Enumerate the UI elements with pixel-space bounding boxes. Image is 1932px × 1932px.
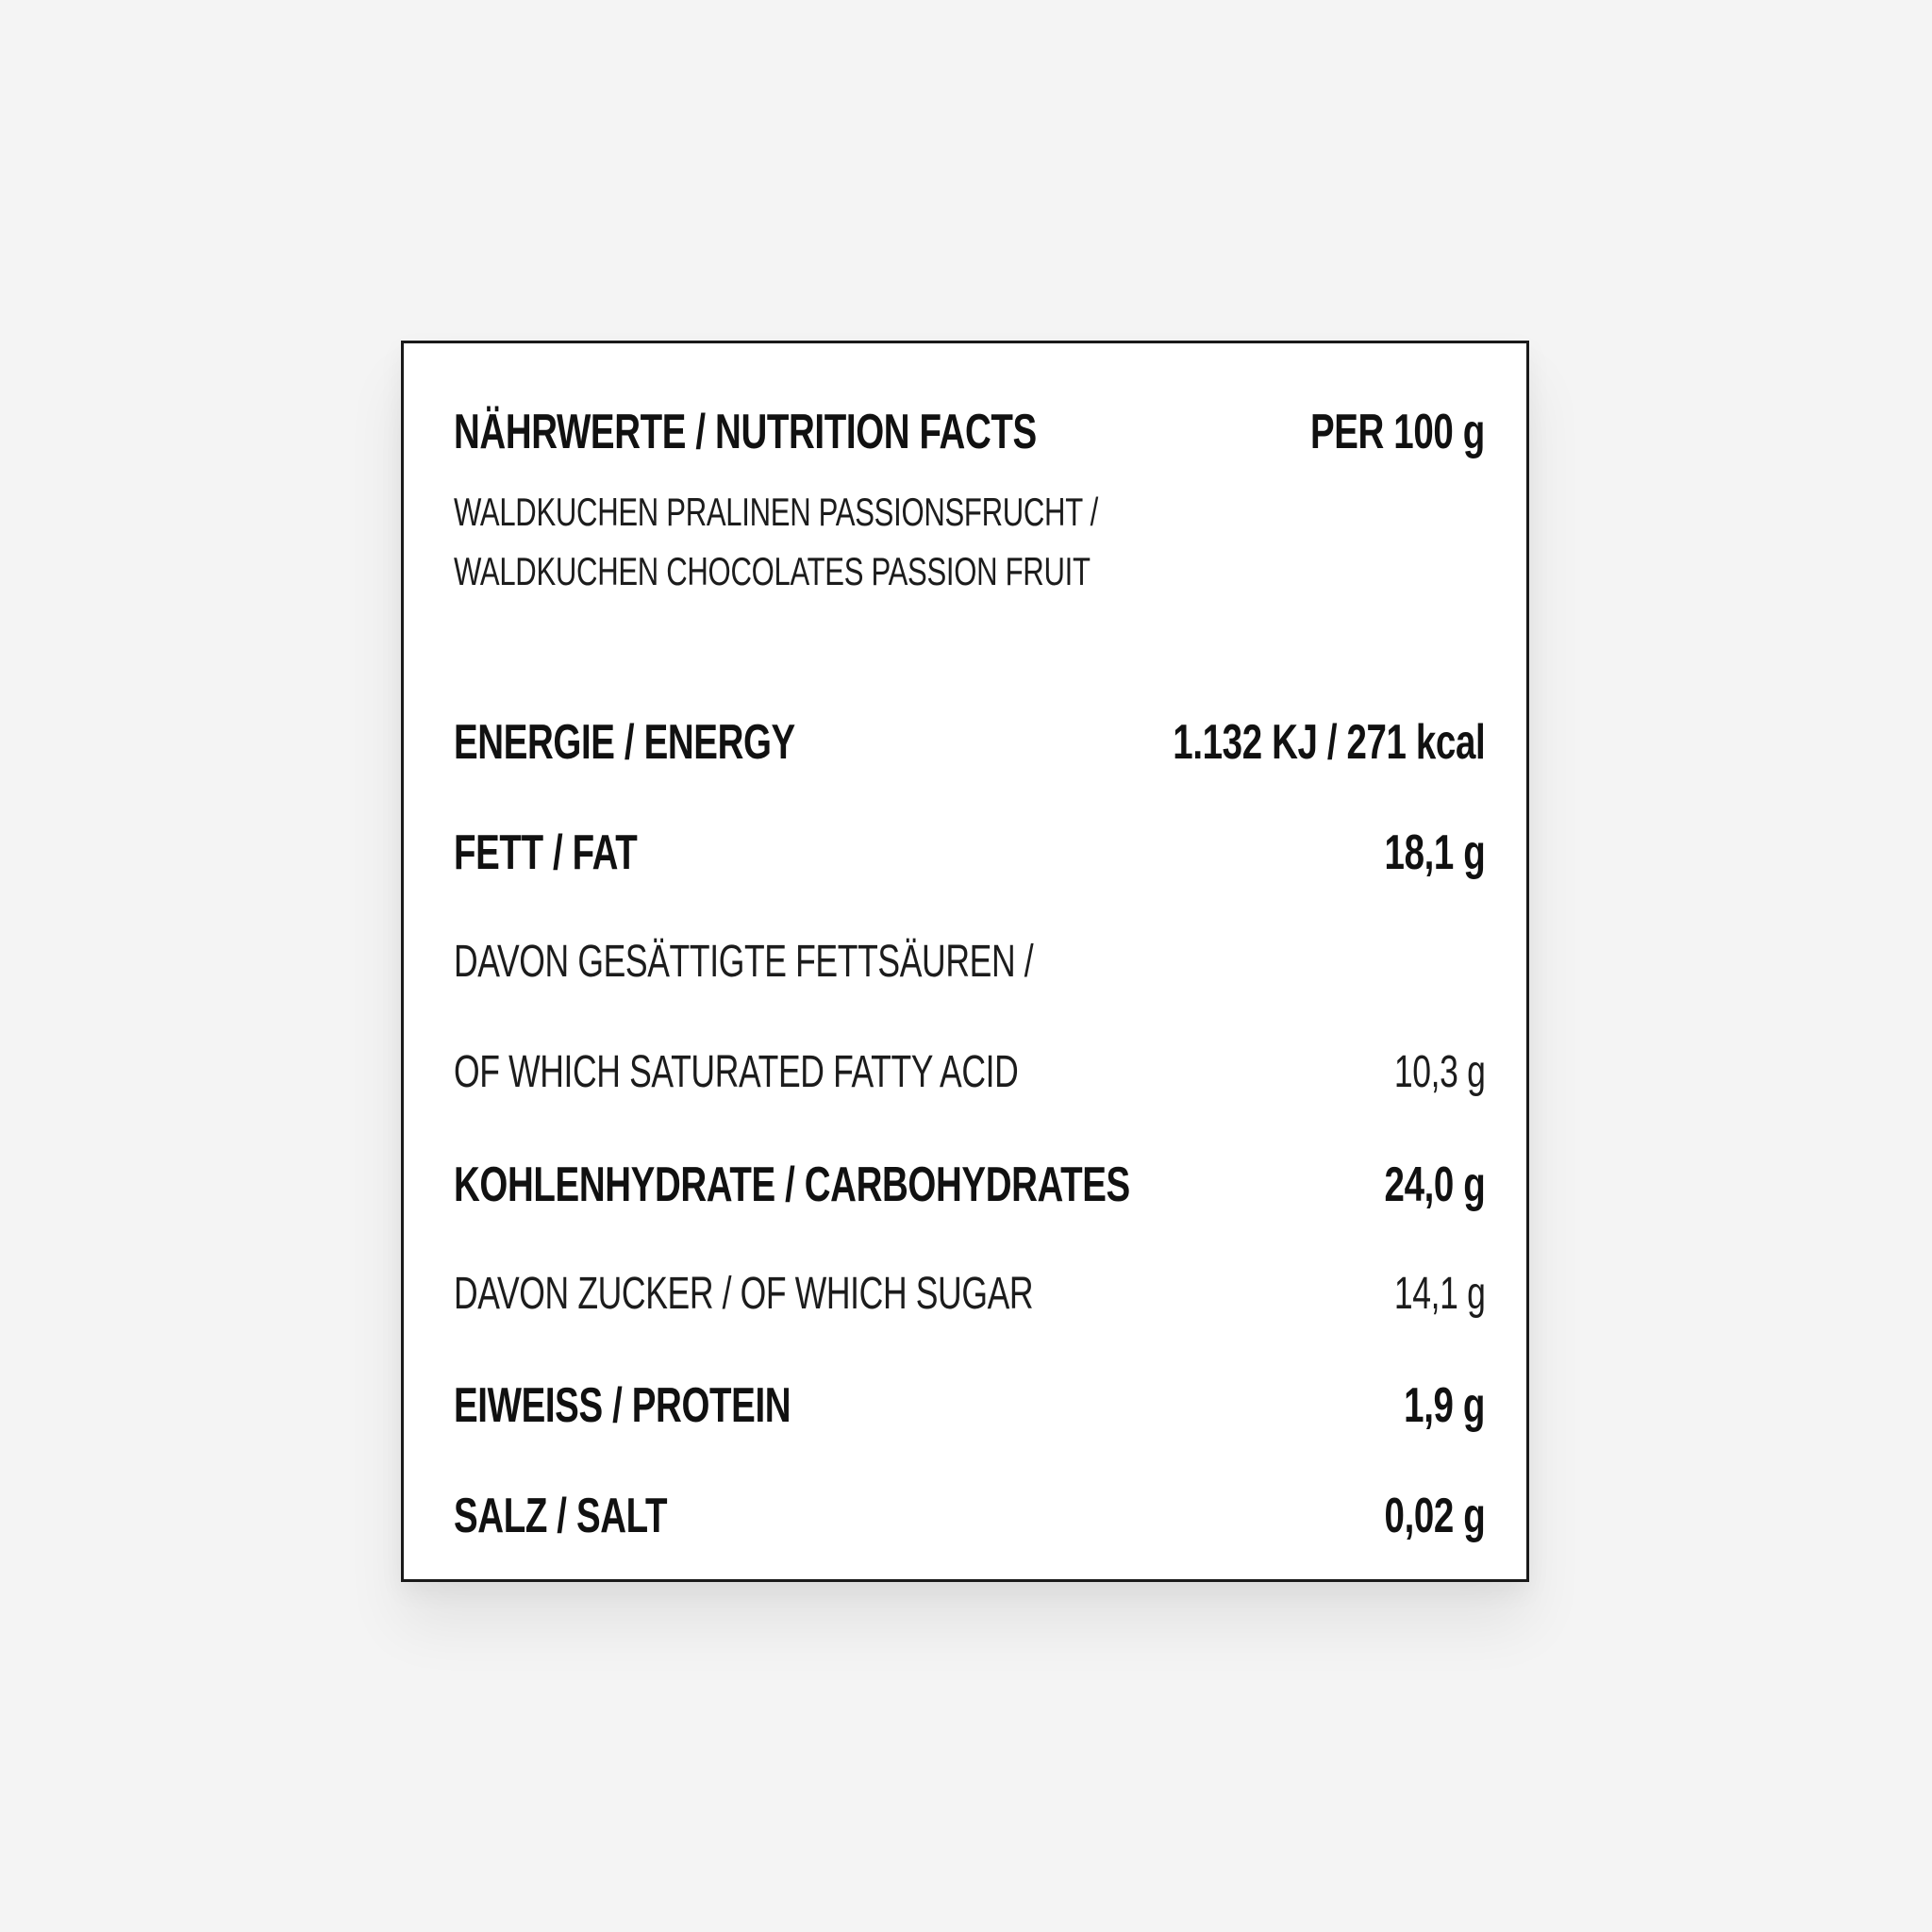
nutrition-title: NÄHRWERTE / NUTRITION FACTS	[454, 405, 1037, 459]
sugar-label: DAVON ZUCKER / OF WHICH SUGAR	[454, 1269, 1034, 1319]
saturated-fat-label-en: OF WHICH SATURATED FATTY ACID	[454, 1047, 1019, 1097]
protein-value: 1,9 g	[1404, 1378, 1485, 1433]
fat-value: 18,1 g	[1384, 825, 1485, 880]
carbohydrates-value: 24,0 g	[1384, 1158, 1485, 1212]
carbohydrates-label: KOHLENHYDRATE / CARBOHYDRATES	[454, 1158, 1130, 1212]
fat-label: FETT / FAT	[454, 825, 638, 880]
product-name-en: WALDKUCHEN CHOCOLATES PASSION FRUIT	[454, 549, 1091, 593]
product-name-de: WALDKUCHEN PRALINEN PASSIONSFRUCHT /	[454, 490, 1099, 534]
salt-label: SALZ / SALT	[454, 1489, 668, 1543]
energy-value: 1.132 KJ / 271 kcal	[1172, 715, 1485, 770]
salt-value: 0,02 g	[1384, 1489, 1485, 1543]
sugar-value: 14,1 g	[1393, 1269, 1485, 1319]
energy-label: ENERGIE / ENERGY	[454, 715, 795, 770]
saturated-fat-label-de: DAVON GESÄTTIGTE FETTSÄUREN /	[454, 937, 1034, 987]
saturated-fat-value: 10,3 g	[1393, 1047, 1485, 1097]
per-100g-heading: PER 100 g	[1310, 405, 1485, 459]
nutrition-facts-label	[401, 341, 1529, 1582]
protein-label: EIWEISS / PROTEIN	[454, 1378, 791, 1433]
